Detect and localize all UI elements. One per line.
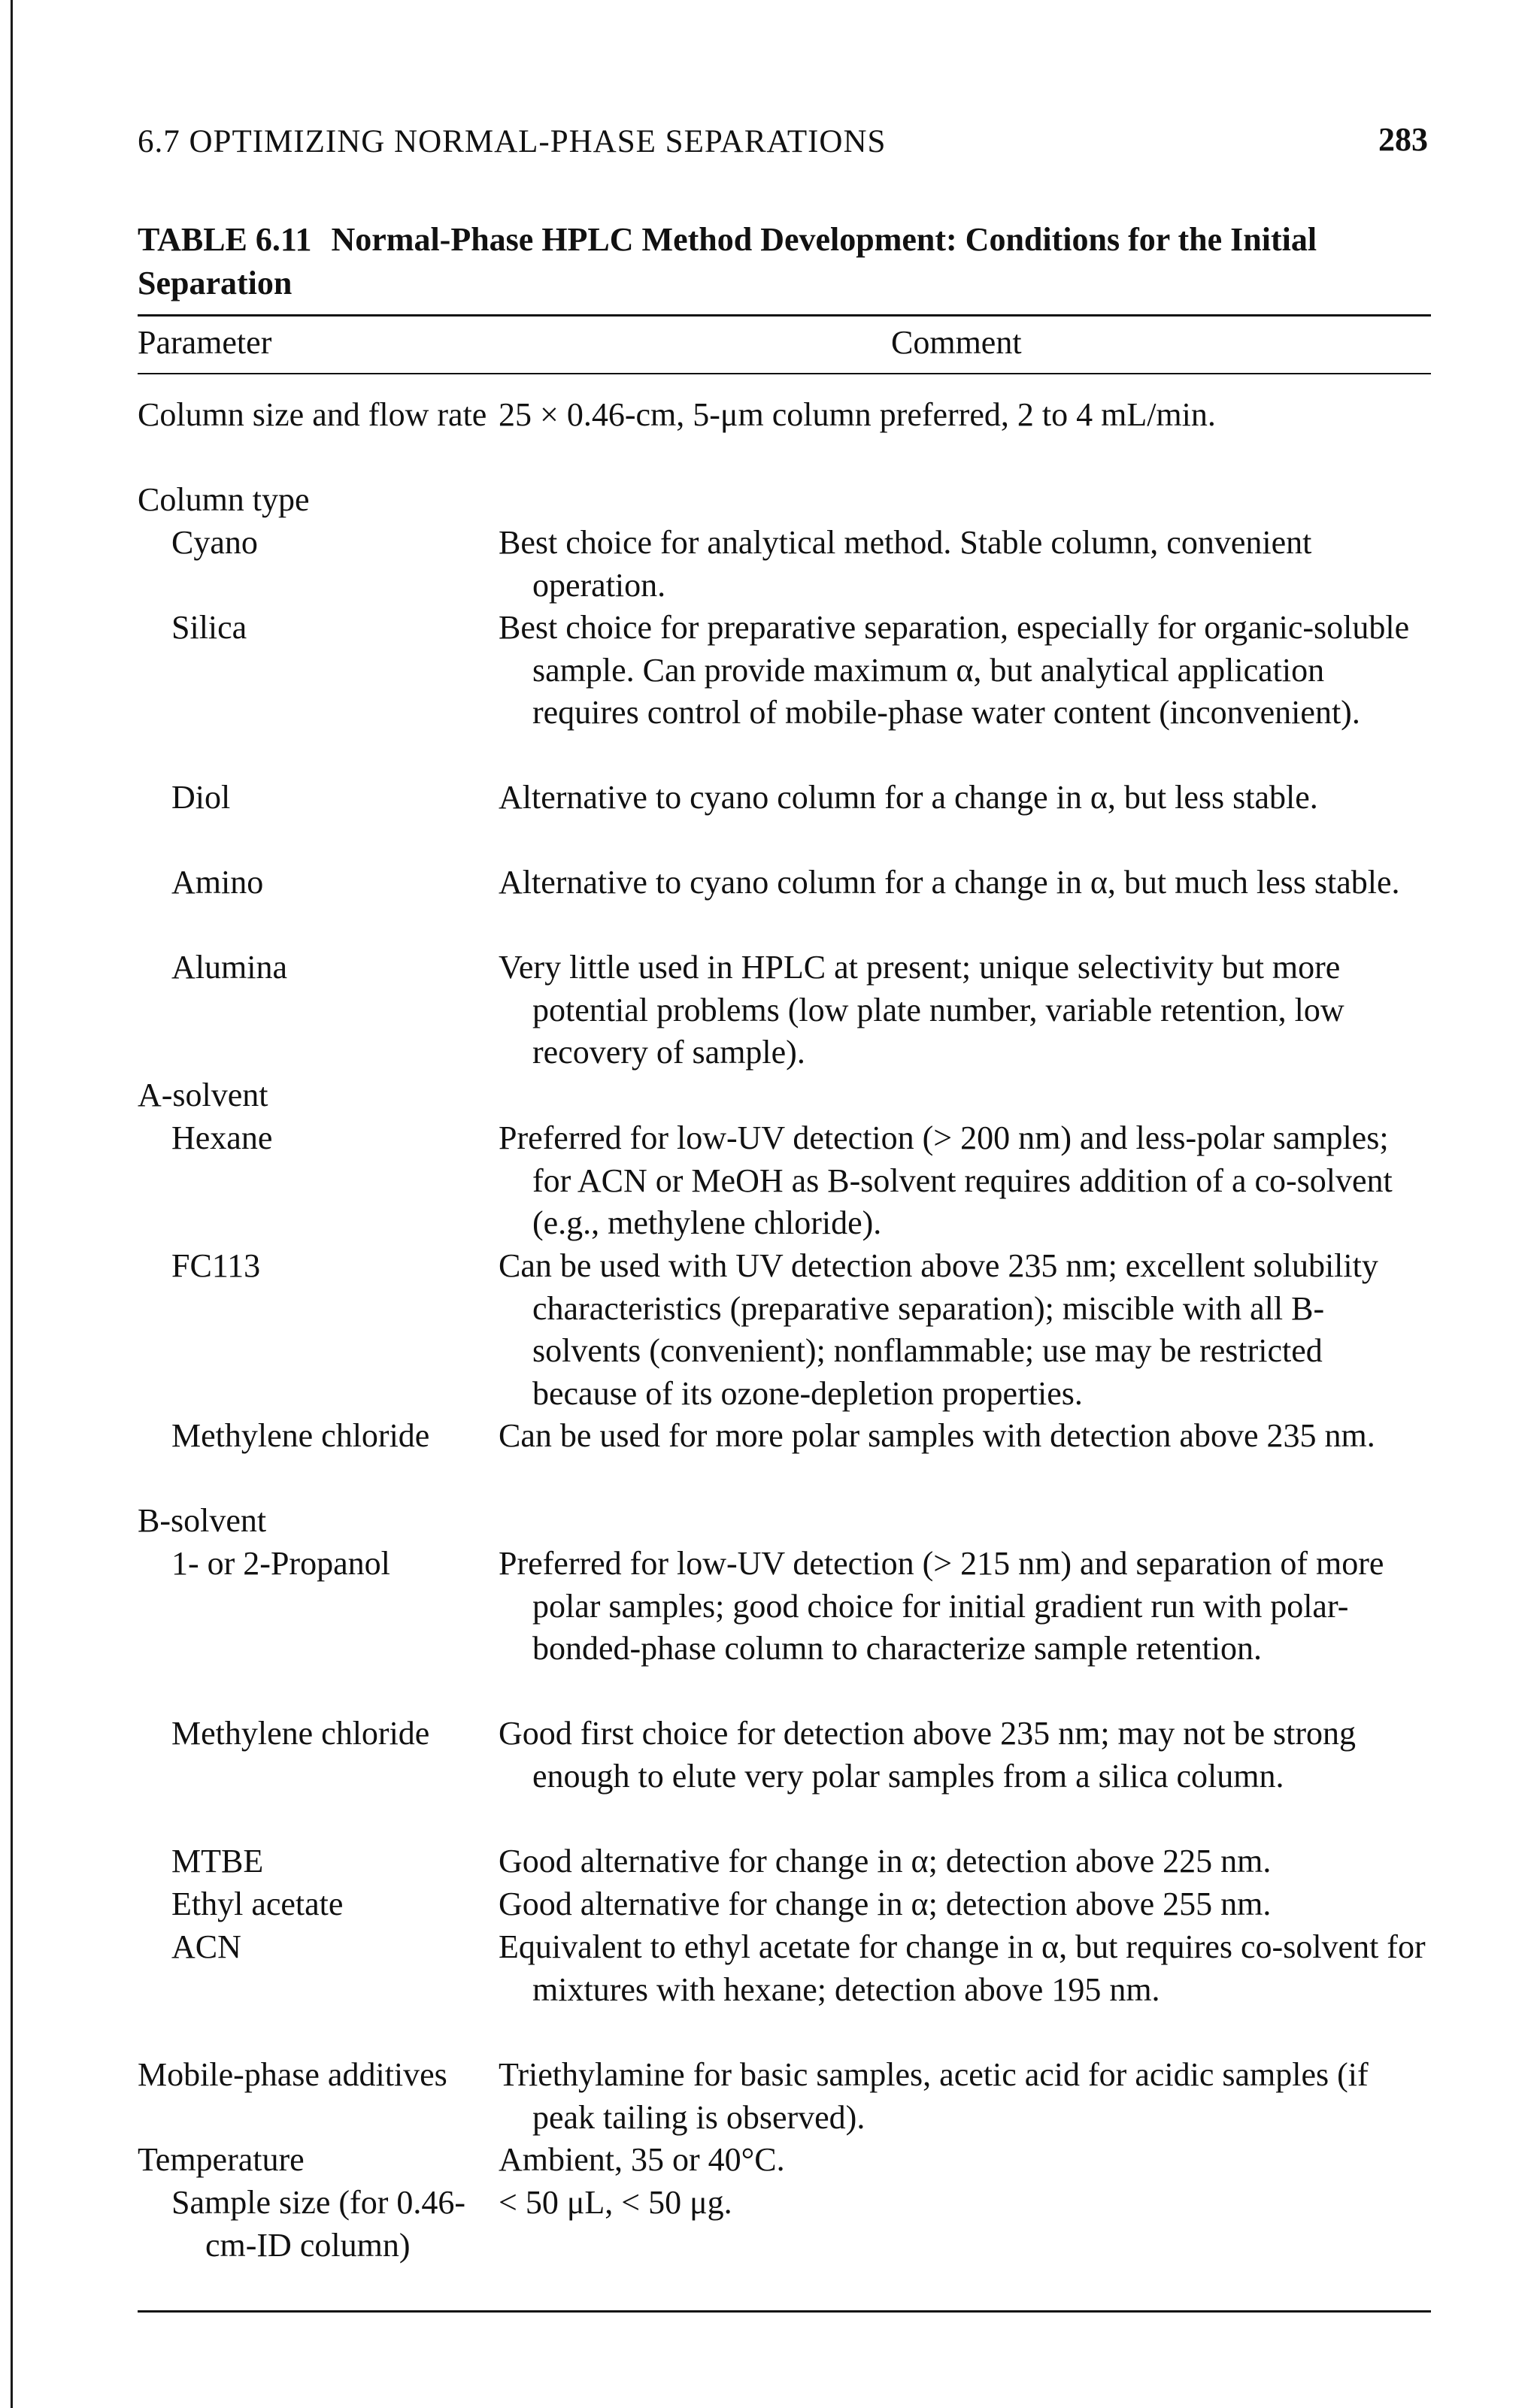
comment-cell: 25 × 0.46-cm, 5-μm column preferred, 2 to 4 mL/min. [499,396,1216,433]
parameter-cell: Hexane [171,1119,273,1156]
table-row [138,607,1431,777]
page-number: 283 [1378,121,1428,158]
table-row [138,2182,1431,2310]
column-header-comment: Comment [891,324,1022,361]
table-title: Normal-Phase HPLC Method Development: Conditions for the Initial Separation [138,221,1317,301]
parameter-cell: 1- or 2-Propanol [171,1545,390,1582]
parameter-cell: Mobile-phase additives [138,2056,447,2093]
comment-cell [499,479,1431,522]
table-row [138,2054,1431,2139]
comment-cell: Preferred for low-UV detection (> 200 nm) and less-polar samples; for ACN or MeOH as B-solvent requires addition of a co-solvent (e.g., methylene chloride). [499,1119,1393,1241]
table-top-rule [138,314,1431,317]
column-header-parameter: Parameter [138,324,272,361]
parameter-cell: Amino [171,864,264,901]
table-body [138,394,1431,2310]
table-row [138,1926,1431,2054]
parameter-cell: Silica [171,609,247,646]
parameter-cell: ACN [171,1928,241,1965]
comment-cell: Best choice for preparative separation, especially for organic-soluble sample. Can provide maximum α, but analytical application requires control of mobile-phase water content (inconvenient). [499,609,1410,731]
parameter-cell: Column type [138,481,310,518]
parameter-cell: Methylene chloride [171,1417,430,1454]
table-row [138,1713,1431,1840]
comment-cell: Equivalent to ethyl acetate for change in α, but requires co-solvent for mixtures with hexane; detection above 195 nm. [499,1928,1426,2008]
running-head: 6.7 OPTIMIZING NORMAL-PHASE SEPARATIONS [138,124,887,159]
table-row [138,1074,1431,1117]
comment-cell: Good alternative for change in α; detection above 225 nm. [499,1843,1272,1879]
parameter-cell: Methylene chloride [171,1715,430,1752]
parameter-cell: Ethyl acetate [171,1886,344,1922]
comment-cell: Best choice for analytical method. Stable column, convenient operation. [499,524,1312,604]
parameter-cell: MTBE [171,1843,264,1879]
table-row [138,777,1431,862]
parameter-cell: Sample size (for 0.46-cm-ID column) [171,2184,465,2264]
table-row [138,947,1431,1074]
parameter-cell: Alumina [171,949,287,986]
table-caption [138,218,1431,305]
comment-cell: Triethylamine for basic samples, acetic acid for acidic samples (if peak tailing is observed). [499,2056,1369,2136]
table-row [138,1543,1431,1713]
parameter-cell: FC113 [171,1247,261,1284]
table-row [138,1883,1431,1926]
table-header-rule [138,373,1431,374]
table-row [138,1117,1431,1245]
parameter-cell: Diol [171,779,231,816]
comment-cell [499,1074,1431,1117]
parameter-cell: A-solvent [138,1077,268,1113]
table-row [138,522,1431,607]
comment-cell: Ambient, 35 or 40°C. [499,2141,785,2178]
comment-cell: Can be used with UV detection above 235 nm; excellent solubility characteristics (preparative separation); miscible with all B-solvents (convenient); nonflammable; use may be restricted because of its ozone-depletion properties. [499,1247,1378,1412]
parameter-cell: B-solvent [138,1502,267,1539]
table-row [138,862,1431,947]
table-row [138,1500,1431,1543]
comment-cell: Preferred for low-UV detection (> 215 nm) and separation of more polar samples; good choice for initial gradient run with polar-bonded-phase column to characterize sample retention. [499,1545,1384,1667]
parameter-cell: Column size and flow rate [138,396,487,433]
comment-cell: < 50 μL, < 50 μg. [499,2184,732,2221]
comment-cell: Can be used for more polar samples with detection above 235 nm. [499,1417,1375,1454]
page-binding-edge [11,0,13,2408]
comment-cell: Alternative to cyano column for a change in α, but much less stable. [499,864,1400,901]
table-row [138,394,1431,479]
table-label: TABLE 6.11 [138,221,312,258]
comment-cell: Alternative to cyano column for a change in α, but less stable. [499,779,1318,816]
comment-cell: Very little used in HPLC at present; unique selectivity but more potential problems (low plate number, variable retention, low recovery of sample). [499,949,1344,1071]
table-row [138,1840,1431,1883]
table-row [138,1245,1431,1415]
comment-cell [499,1500,1431,1543]
comment-cell: Good alternative for change in α; detection above 255 nm. [499,1886,1272,1922]
parameter-cell: Cyano [171,524,258,561]
table-row [138,2139,1431,2182]
table-row [138,479,1431,522]
parameter-cell: Temperature [138,2141,305,2178]
table-row [138,1415,1431,1500]
comment-cell: Good first choice for detection above 235 nm; may not be strong enough to elute very polar samples from a silica column. [499,1715,1357,1795]
table-bottom-rule [138,2310,1431,2313]
